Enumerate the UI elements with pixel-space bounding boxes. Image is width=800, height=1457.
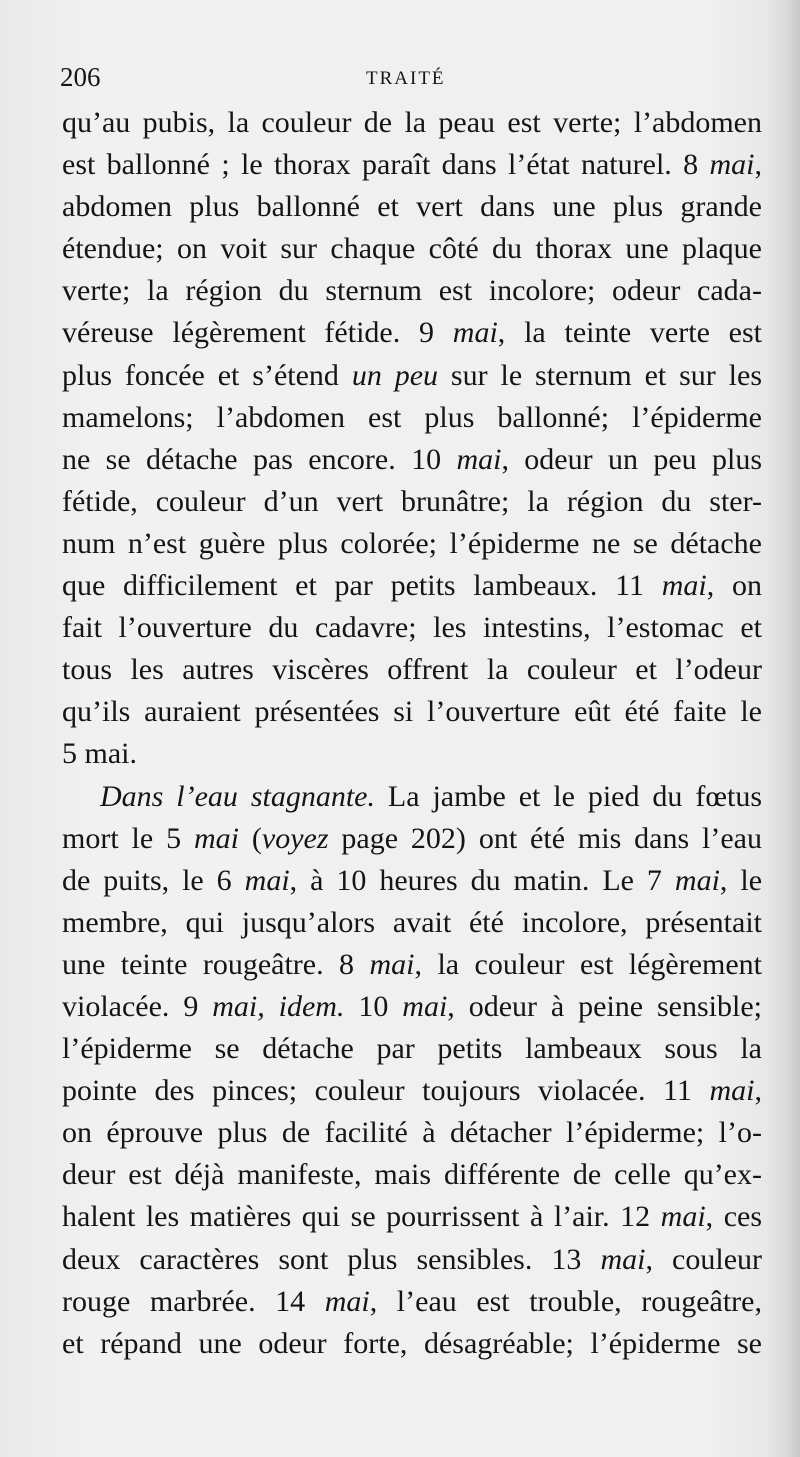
text-segment: membre, qui jusqu’alors avait été incolore, présentait — [62, 905, 762, 939]
italic-text: voyez — [261, 821, 329, 855]
text-segment: , — [754, 148, 762, 182]
italic-text: mai — [674, 863, 720, 897]
italic-text: mai — [709, 1074, 755, 1108]
text-line — [62, 355, 762, 397]
text-line — [62, 270, 762, 312]
text-segment: , ces — [705, 1200, 762, 1234]
italic-text: mai — [402, 989, 448, 1023]
text-line — [62, 1154, 762, 1196]
text-segment: , on — [706, 569, 762, 603]
text-segment: , — [754, 1074, 762, 1108]
text-line — [62, 144, 762, 186]
text-line — [62, 565, 762, 607]
text-segment: violacée. 9 — [62, 989, 213, 1023]
text-segment: mort le 5 — [62, 821, 194, 855]
text-line — [62, 1028, 762, 1070]
body-text — [62, 102, 762, 1365]
text-segment: , odeur un peu plus — [501, 442, 762, 476]
text-line — [62, 312, 762, 354]
text-segment: et répand une odeur forte, désagréable; l’épiderme se — [62, 1326, 762, 1360]
italic-text: mai — [456, 442, 502, 476]
italic-text: mai — [244, 863, 290, 897]
text-line — [62, 902, 762, 944]
italic-text: mai — [324, 1284, 370, 1318]
text-segment: mamelons; l’abdomen est plus ballonné; l’épiderme — [62, 400, 762, 434]
text-segment: de puits, le 6 — [62, 863, 245, 897]
text-line — [62, 986, 762, 1028]
text-line — [62, 1239, 762, 1281]
text-line — [62, 186, 762, 228]
text-segment: La jambe et le pied du fœtus — [374, 779, 762, 813]
text-segment: , la couleur est légèrement — [414, 947, 762, 981]
text-segment: véreuse légèrement fétide. 9 — [62, 316, 453, 350]
italic-text: mai — [369, 947, 415, 981]
text-line — [62, 1070, 762, 1112]
text-line — [62, 102, 762, 144]
text-segment: 5 mai. — [62, 737, 137, 771]
text-segment: abdomen plus ballonné et vert dans une plus grande — [62, 190, 762, 224]
italic-text: Dans l’eau stagnante. — [100, 779, 375, 813]
text-line — [62, 607, 762, 649]
text-segment: l’épiderme se détache par petits lambeaux sous la — [62, 1032, 762, 1066]
italic-text: mai, idem. — [212, 989, 345, 1023]
text-line — [62, 1112, 762, 1154]
text-segment: num n’est guère plus colorée; l’épiderme ne se détache — [62, 526, 762, 560]
text-line — [62, 776, 762, 818]
italic-text: mai — [661, 569, 707, 603]
text-segment: plus foncée et s’étend — [62, 358, 352, 392]
text-segment: deur est déjà manifeste, mais différente de celle qu’ex- — [62, 1158, 762, 1192]
italic-text: un peu — [351, 358, 439, 392]
running-head — [60, 62, 760, 102]
text-segment: , le — [719, 863, 763, 897]
text-segment: , l’eau est trouble, rougeâtre, — [369, 1284, 762, 1318]
text-segment: sur le sternum et sur les — [438, 358, 762, 392]
text-segment: verte; la région du sternum est incolore; odeur cada- — [62, 274, 762, 308]
text-segment: 10 — [344, 989, 403, 1023]
text-segment: qu’ils auraient présentées si l’ouverture eût été faite le — [62, 695, 762, 729]
text-segment: , odeur à peine sensible; — [447, 989, 762, 1023]
text-segment: deux caractères sont plus sensibles. 13 — [62, 1242, 601, 1276]
italic-text: mai — [194, 821, 239, 855]
text-segment: fétide, couleur d’un vert brunâtre; la région du ster- — [62, 484, 762, 518]
page-number: 206 — [60, 62, 101, 92]
text-line — [62, 1281, 762, 1323]
text-line — [62, 733, 762, 775]
text-line — [62, 439, 762, 481]
text-line — [62, 481, 762, 523]
text-segment: , la teinte verte est — [497, 316, 762, 350]
text-segment: étendue; on voit sur chaque côté du thorax une plaque — [62, 232, 762, 266]
italic-text: mai — [452, 316, 498, 350]
text-segment: ( — [239, 821, 262, 855]
text-line — [62, 1323, 762, 1365]
italic-text: mai — [600, 1242, 646, 1276]
text-segment: rouge marbrée. 14 — [62, 1284, 325, 1318]
text-segment: qu’au pubis, la couleur de la peau est verte; l’abdomen — [62, 106, 762, 139]
text-segment: ne se détache pas encore. 10 — [62, 442, 457, 476]
running-title: TRAITÉ — [366, 68, 446, 89]
text-line — [62, 818, 762, 860]
text-line — [62, 1196, 762, 1238]
text-segment: page 202) ont été mis dans l’eau — [328, 821, 762, 855]
text-line — [62, 860, 762, 902]
text-line — [62, 228, 762, 270]
text-segment: tous les autres viscères offrent la couleur et l’odeur — [62, 653, 762, 687]
text-segment: , couleur — [645, 1242, 762, 1276]
italic-text: mai — [709, 148, 755, 182]
text-segment: une teinte rougeâtre. 8 — [62, 947, 370, 981]
text-segment: fait l’ouverture du cadavre; les intestins, l’estomac et — [62, 611, 762, 645]
text-line — [62, 523, 762, 565]
text-line — [62, 649, 762, 691]
text-line — [62, 397, 762, 439]
text-segment: pointe des pinces; couleur toujours violacée. 11 — [62, 1074, 710, 1108]
text-segment: est ballonné ; le thorax paraît dans l’état naturel. 8 — [62, 148, 710, 182]
italic-text: mai — [660, 1200, 706, 1234]
text-segment: on éprouve plus de facilité à détacher l’épiderme; l’o- — [62, 1116, 762, 1150]
text-line — [62, 944, 762, 986]
text-segment: halent les matières qui se pourrissent à l’air. 12 — [62, 1200, 661, 1234]
text-line — [62, 691, 762, 733]
text-segment: , à 10 heures du matin. Le 7 — [289, 863, 675, 897]
text-segment: que difficilement et par petits lambeaux. 11 — [62, 569, 662, 603]
